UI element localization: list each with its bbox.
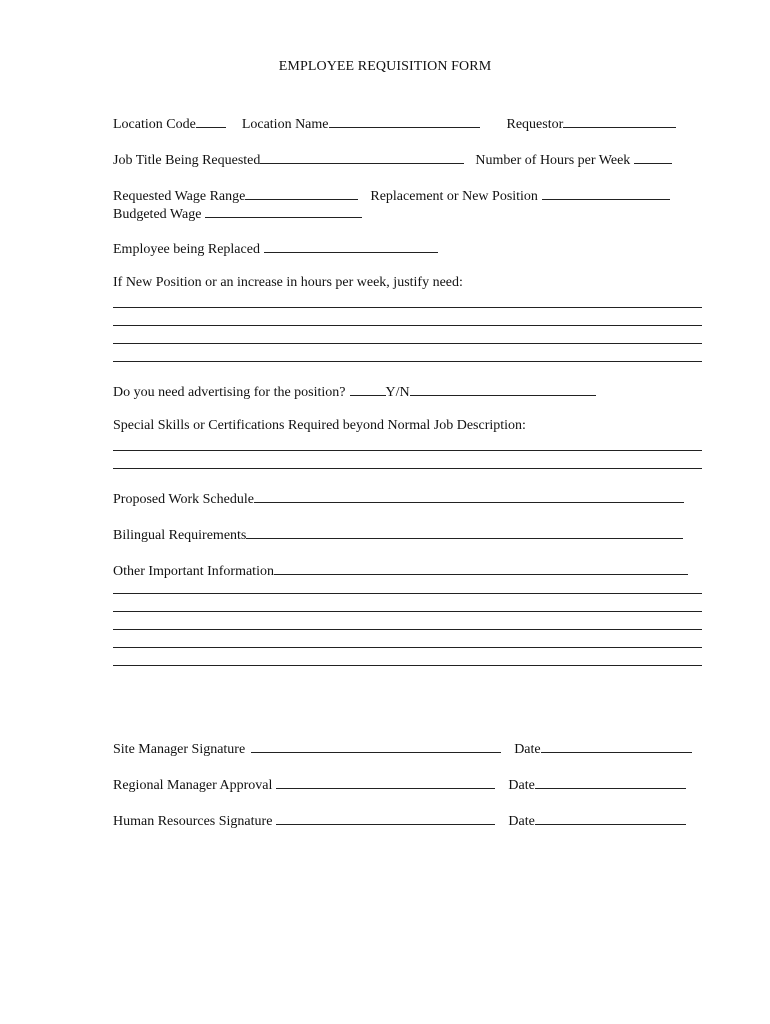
other-info-line-3[interactable]: [113, 629, 702, 630]
requestor-field[interactable]: [563, 113, 676, 128]
site-manager-signature-field[interactable]: [251, 738, 501, 753]
form-title: EMPLOYEE REQUISITION FORM: [278, 59, 492, 74]
site-manager-date-label: Date: [514, 742, 541, 757]
special-skills-row: [113, 417, 526, 435]
budgeted-wage-row: [113, 203, 362, 221]
justify-line-3[interactable]: [113, 343, 702, 344]
requestor-label: Requestor: [506, 117, 564, 132]
location-code-label: Location Code: [113, 117, 196, 132]
location-name-field[interactable]: [329, 113, 480, 128]
hr-date-label: Date: [508, 814, 535, 829]
advertising-field[interactable]: [350, 381, 386, 396]
work-schedule-label: Proposed Work Schedule: [113, 492, 254, 507]
budgeted-wage-label: Budgeted Wage: [113, 207, 202, 222]
bilingual-field[interactable]: [246, 524, 683, 539]
job-title-row: [113, 149, 672, 167]
hours-per-week-field[interactable]: [634, 149, 672, 164]
job-title-field[interactable]: [260, 149, 464, 164]
other-info-row: [113, 560, 688, 578]
other-info-line-2[interactable]: [113, 611, 702, 612]
hr-signature-field[interactable]: [276, 810, 495, 825]
special-skills-line-1[interactable]: [113, 450, 702, 451]
yn-label: Y/N: [385, 385, 410, 400]
wage-range-field[interactable]: [245, 185, 358, 200]
employee-replaced-label: Employee being Replaced: [113, 242, 260, 257]
site-manager-row: [113, 738, 692, 756]
replacement-field[interactable]: [542, 185, 670, 200]
budgeted-wage-field[interactable]: [205, 203, 362, 218]
other-info-line-4[interactable]: [113, 647, 702, 648]
replacement-label: Replacement or New Position: [370, 189, 538, 204]
justify-line-1[interactable]: [113, 307, 702, 308]
hr-signature-label: Human Resources Signature: [113, 814, 273, 829]
wage-range-row: [113, 185, 670, 203]
location-row: [113, 113, 676, 131]
advertising-detail-field[interactable]: [410, 381, 596, 396]
regional-manager-date-label: Date: [508, 778, 535, 793]
special-skills-label: Special Skills or Certifications Required beyond Normal Job Description:: [113, 418, 526, 433]
advertising-label: Do you need advertising for the position?: [113, 385, 346, 400]
location-code-field[interactable]: [196, 113, 226, 128]
justify-line-2[interactable]: [113, 325, 702, 326]
site-manager-date-field[interactable]: [541, 738, 692, 753]
regional-manager-label: Regional Manager Approval: [113, 778, 273, 793]
wage-range-label: Requested Wage Range: [113, 189, 246, 204]
hr-date-field[interactable]: [535, 810, 686, 825]
employee-replaced-row: [113, 238, 438, 256]
justify-line-4[interactable]: [113, 361, 702, 362]
other-info-label: Other Important Information: [113, 564, 274, 579]
justify-row: [113, 274, 463, 292]
site-manager-label: Site Manager Signature: [113, 742, 246, 757]
special-skills-line-2[interactable]: [113, 468, 702, 469]
other-info-field[interactable]: [274, 560, 688, 575]
employee-replaced-field[interactable]: [264, 238, 438, 253]
location-name-label: Location Name: [241, 117, 329, 132]
other-info-line-5[interactable]: [113, 665, 702, 666]
hr-signature-row: [113, 810, 686, 828]
work-schedule-field[interactable]: [254, 488, 684, 503]
bilingual-row: [113, 524, 683, 542]
regional-manager-date-field[interactable]: [535, 774, 686, 789]
other-info-line-1[interactable]: [113, 593, 702, 594]
work-schedule-row: [113, 488, 684, 506]
regional-manager-row: [113, 774, 686, 792]
regional-manager-signature-field[interactable]: [276, 774, 495, 789]
advertising-row: [113, 381, 596, 399]
bilingual-label: Bilingual Requirements: [113, 528, 247, 543]
justify-label: If New Position or an increase in hours per week, justify need:: [113, 275, 463, 290]
job-title-label: Job Title Being Requested: [113, 153, 261, 168]
hours-per-week-label: Number of Hours per Week: [475, 153, 631, 168]
